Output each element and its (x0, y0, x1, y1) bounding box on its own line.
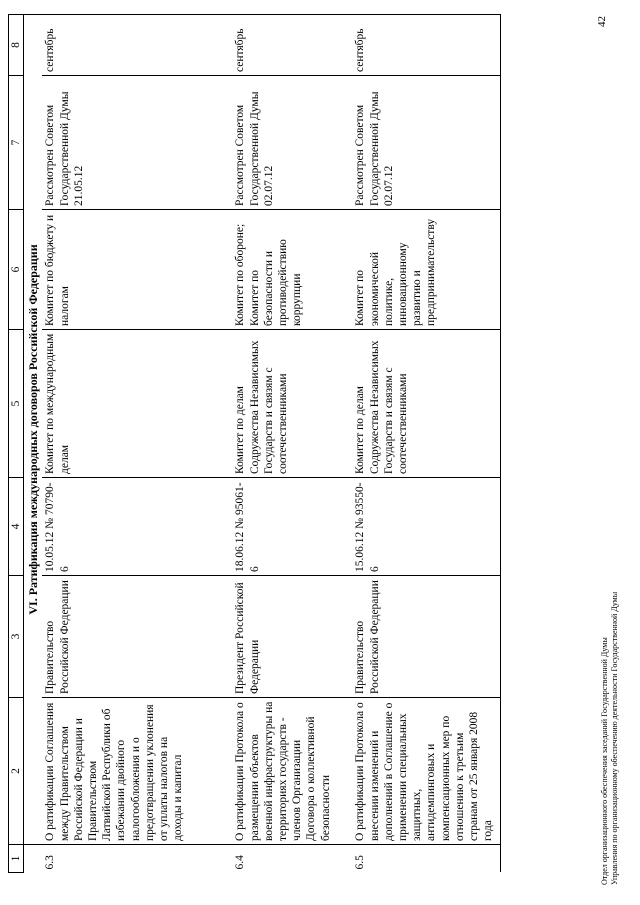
page-number: 42 (596, 16, 608, 27)
co-executor: Комитет по бюджету и налогам (42, 210, 232, 330)
committee: Комитет по делам Содружества Независимых Государств и связям с соотечественниками (232, 330, 352, 478)
initiator: Президент Российской Федерации (232, 576, 352, 698)
status: Рассмотрен Советом Государственной Думы 21.05.12 (42, 76, 232, 210)
footer-line: Отдел организационного обеспечения заседаний Государственной Думы (600, 637, 609, 885)
section-row (24, 15, 43, 873)
section-title: VI. Ратификация международных договоров Российской Федерации (24, 15, 43, 845)
footer-line: Управления по организационному обеспечению деятельности Государственной Думы (610, 591, 619, 885)
column-header: 3 (9, 576, 24, 698)
column-header: 5 (9, 330, 24, 478)
column-header: 4 (9, 478, 24, 576)
term: сентябрь (42, 15, 232, 76)
column-header: 8 (9, 15, 24, 76)
bill-title: О ратификации Протокола о размещении объектов военной инфраструктуры на территориях государств - членов Организации Договора о коллективной безопасности (232, 698, 352, 845)
column-header-row (9, 15, 24, 873)
committee: Комитет по международным делам (42, 330, 232, 478)
status: Рассмотрен Советом Государственной Думы 02.07.12 (352, 76, 496, 210)
page-footer (600, 185, 620, 885)
initiator: Правительство Российской Федерации (352, 576, 496, 698)
row-number: 6.4 (232, 845, 352, 873)
registration: 15.06.12 № 93550-6 (352, 478, 496, 576)
table-row (232, 15, 352, 873)
registration: 18.06.12 № 95061-6 (232, 478, 352, 576)
column-header: 6 (9, 210, 24, 330)
status: Рассмотрен Советом Государственной Думы 02.07.12 (232, 76, 352, 210)
co-executor: Комитет по обороне; Комитет по безопасности и противодействию коррупции (232, 210, 352, 330)
co-executor: Комитет по экономической политике, инновационному развитию и предпринимательству (352, 210, 496, 330)
bill-title: О ратификации Протокола о внесении изменений и дополнений в Соглашение о применении специальных защитных, антидемпинговых и компенсационных мер по отношению к третьим странам от 25 января 2008 года (352, 698, 496, 845)
bills-table (8, 14, 501, 873)
row-number: 6.5 (352, 845, 496, 873)
committee: Комитет по делам Содружества Независимых Государств и связям с соотечественниками (352, 330, 496, 478)
term: сентябрь (232, 15, 352, 76)
bill-title: О ратификации Соглашения между Правительством Российской Федерации и Правительством Латвийской Республики об избежании двойного налогообложения и о предотвращении уклонения от уплаты налогов на доходы и капитал (42, 698, 232, 845)
term: сентябрь (352, 15, 496, 76)
table-row (42, 15, 232, 873)
column-header: 1 (9, 845, 24, 873)
table-row (352, 15, 496, 873)
column-header: 2 (9, 698, 24, 845)
column-header: 7 (9, 76, 24, 210)
row-number: 6.3 (42, 845, 232, 873)
initiator: Правительство Российской Федерации (42, 576, 232, 698)
rotated-page (0, 15, 640, 895)
registration: 10.05.12 № 70790-6 (42, 478, 232, 576)
